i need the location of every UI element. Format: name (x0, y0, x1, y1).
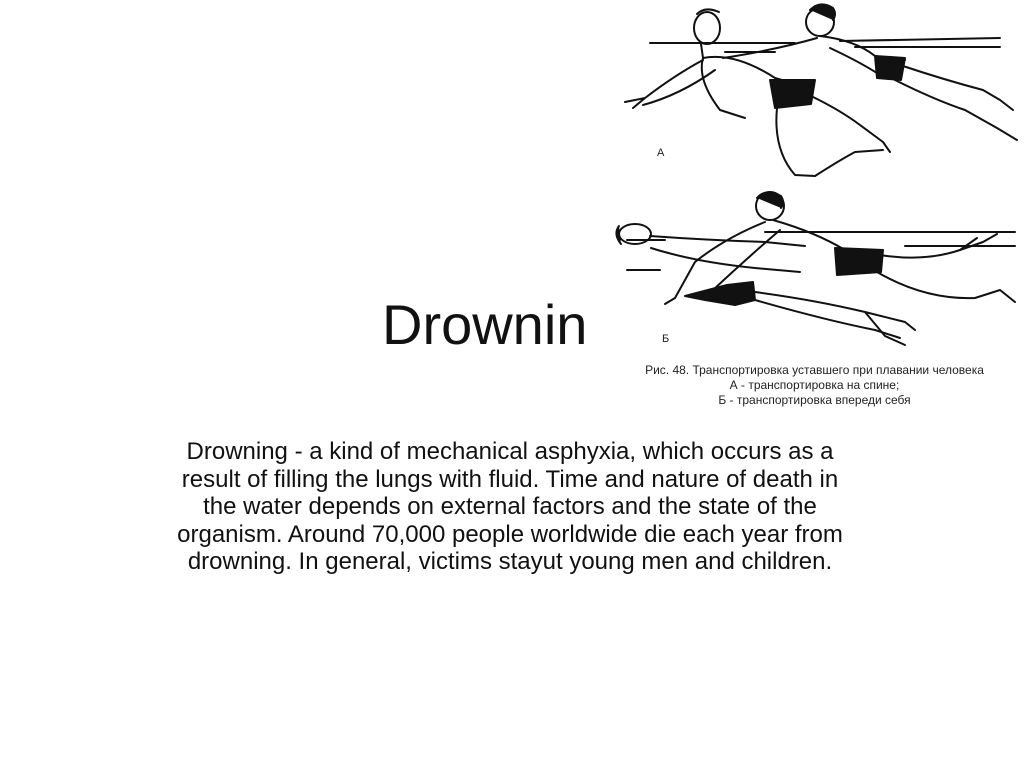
illustration-figure (605, 0, 1024, 415)
figure-label-b: Б (662, 333, 670, 345)
body-paragraph: Drowning - a kind of mechanical asphyxia, which occurs as a result of filling the lungs with fluid. Time and nature of death in the water depends on external factors and the state of the organism. Around 70,000 people worldwide die each year from drowning. In general, victims stayut young men and children. (177, 438, 843, 575)
caption-line-1: Рис. 48. Транспортировка уставшего при плавании человека (645, 363, 984, 377)
caption-line-2: А - транспортировка на спине; (729, 378, 900, 392)
figure-caption (605, 363, 1024, 408)
figure-label-a: А (657, 147, 665, 159)
slide-title: Drownin (382, 293, 588, 356)
caption-line-3: Б - транспортировка впереди себя (718, 393, 911, 407)
swimmer-rescue-illustration (605, 0, 1024, 360)
